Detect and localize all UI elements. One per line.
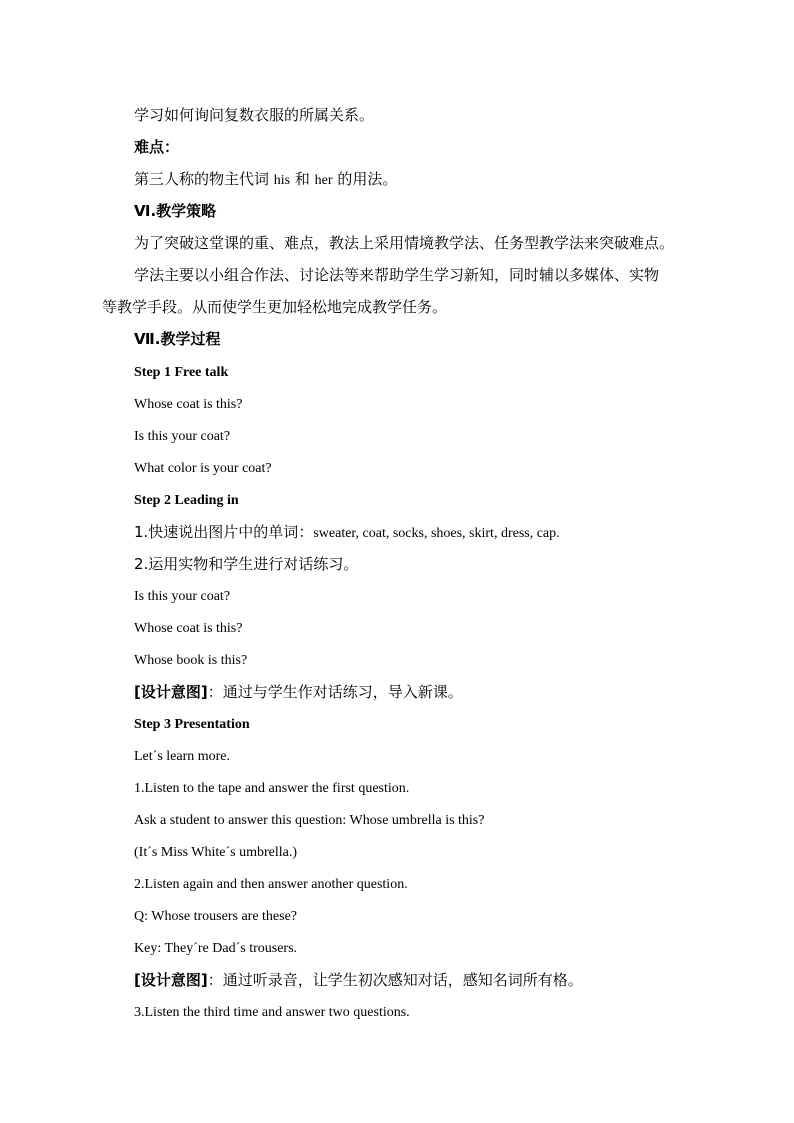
difficulty-text-3: 的用法。 [332, 170, 398, 188]
step-2-item-1-prefix: 1.快速说出图片中的单词： [134, 523, 314, 541]
step-3-heading: Step 3 Presentation [134, 717, 250, 732]
strategy-paragraph-2-line-2: 等教学手段。从而使学生更加轻松地完成教学任务。 [102, 298, 448, 316]
step-3-line-2: 1.Listen to the tape and answer the first question. [134, 781, 410, 796]
difficulty-text-1: 第三人称的物主代词 [134, 170, 274, 188]
step-1-line-1: Whose coat is this? [134, 397, 243, 412]
step-3-line-8: 3.Listen the third time and answer two questions. [134, 1005, 410, 1020]
step-2-dialog-3: Whose book is this? [134, 653, 248, 668]
objective-line: 学习如何询问复数衣服的所属关系。 [134, 106, 375, 124]
step-2-dialog-1: Is this your coat? [134, 589, 231, 604]
section-heading-strategy: Ⅵ.教学策略 [134, 202, 217, 220]
difficulty-word-her: her [314, 173, 333, 188]
design-intent-1 [134, 685, 463, 701]
step-2-item-1-words: sweater, coat, socks, shoes, skirt, dress, cap. [313, 526, 560, 541]
step-3-line-7: Key: They´re Dad´s trousers. [134, 941, 298, 956]
step-2-dialog-2: Whose coat is this? [134, 621, 243, 636]
section-heading-process: Ⅶ.教学过程 [134, 330, 221, 348]
step-3-line-6: Q: Whose trousers are these? [134, 909, 298, 924]
step-2-item-1 [134, 525, 560, 541]
step-2-item-2: 2.运用实物和学生进行对话练习。 [134, 555, 359, 573]
design-intent-1-text: ：通过与学生作对话练习，导入新课。 [207, 683, 463, 701]
design-intent-2-text: ：通过听录音，让学生初次感知对话，感知名词所有格。 [207, 971, 583, 989]
design-intent-1-label: [设计意图] [134, 683, 208, 701]
step-3-line-1: Let´s learn more. [134, 749, 231, 764]
step-1-line-2: Is this your coat? [134, 429, 231, 444]
step-3-line-3: Ask a student to answer this question: Whose umbrella is this? [134, 813, 485, 828]
step-1-heading: Step 1 Free talk [134, 365, 229, 380]
design-intent-2 [134, 973, 583, 989]
design-intent-2-label: [设计意图] [134, 971, 208, 989]
strategy-paragraph-2-line-1: 学法主要以小组合作法、讨论法等来帮助学生学习新知，同时辅以多媒体、实物 [134, 266, 660, 284]
difficulty-text-2: 和 [290, 170, 315, 188]
difficulty-heading: 难点： [134, 138, 180, 156]
difficulty-word-his: his [273, 173, 291, 188]
difficulty-content [134, 172, 397, 188]
strategy-paragraph-1: 为了突破这堂课的重、难点，教法上采用情境教学法、任务型教学法来突破难点。 [134, 234, 675, 252]
step-3-line-5: 2.Listen again and then answer another question. [134, 877, 408, 892]
step-2-heading: Step 2 Leading in [134, 493, 239, 508]
step-1-line-3: What color is your coat? [134, 461, 272, 476]
step-3-line-4: (It´s Miss White´s umbrella.) [134, 845, 298, 860]
